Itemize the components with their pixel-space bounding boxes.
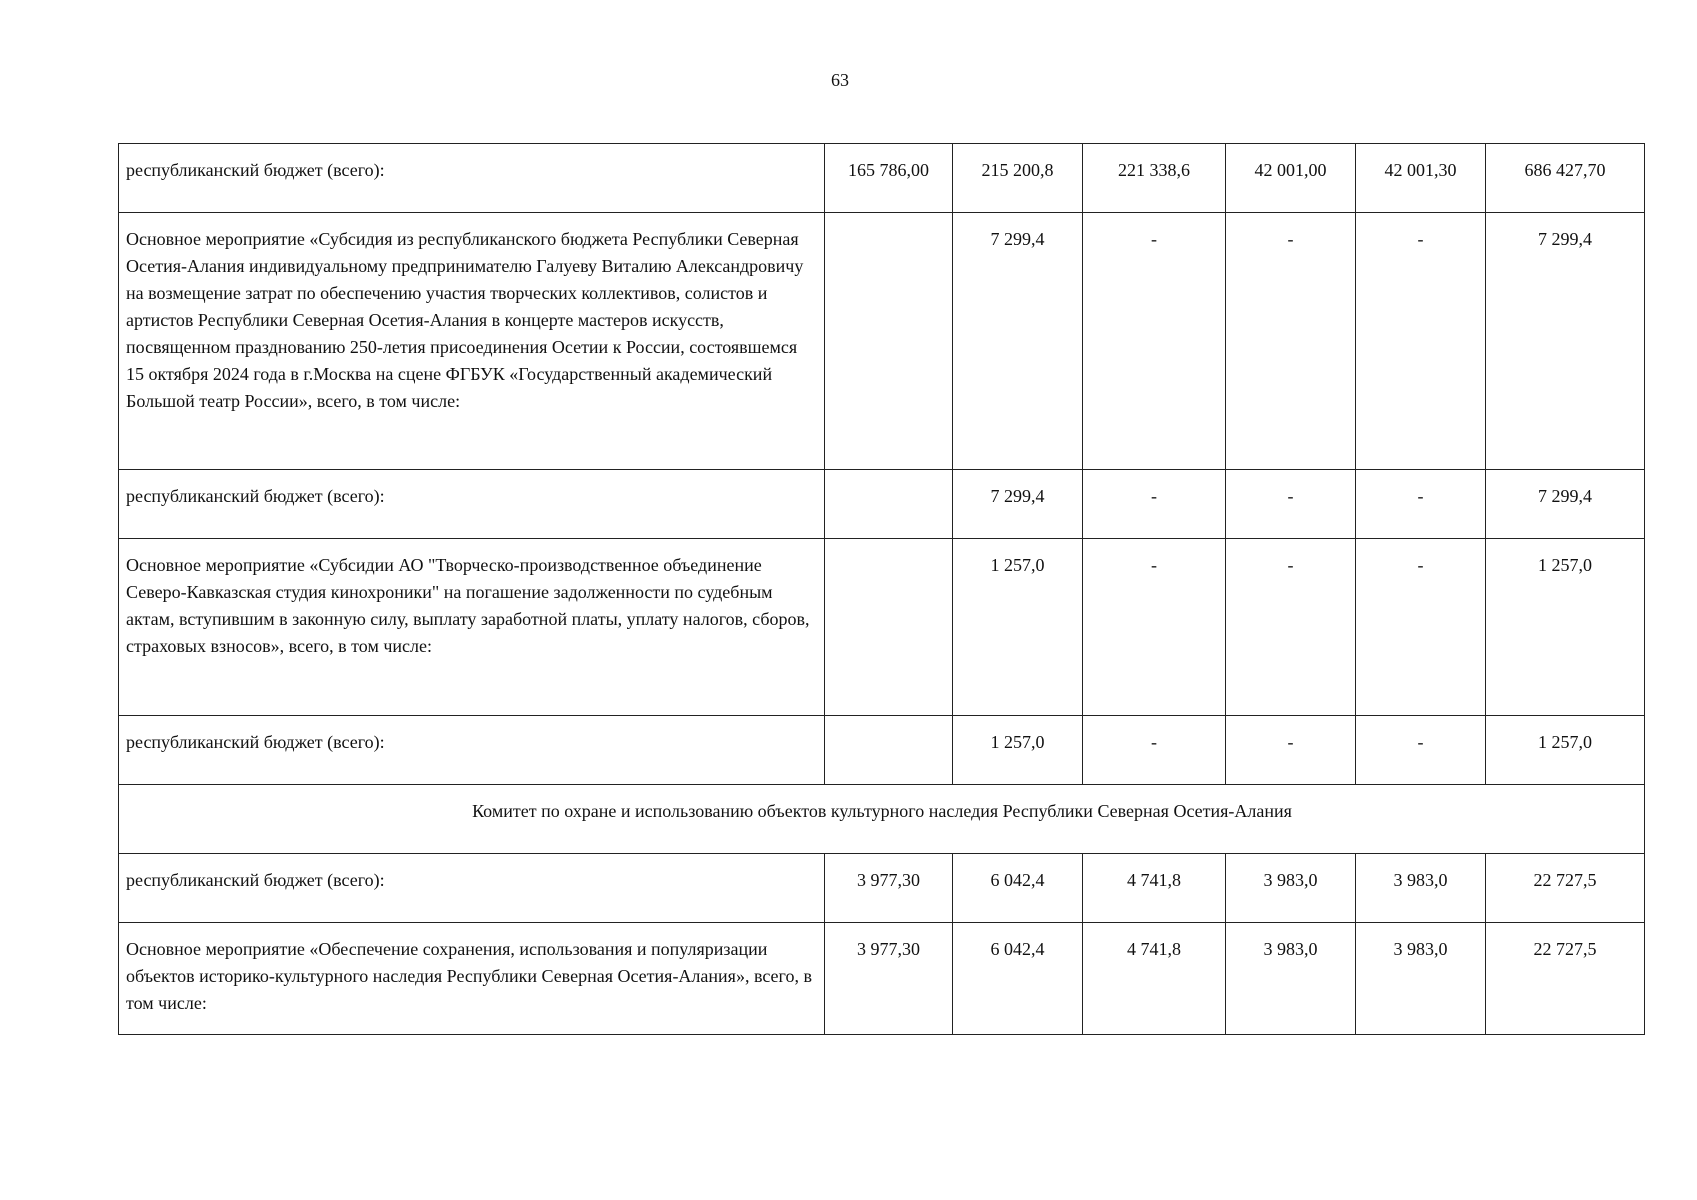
total-cell: 22 727,5 bbox=[1486, 923, 1645, 1035]
total-cell: 1 257,0 bbox=[1486, 539, 1645, 716]
section-heading: Комитет по охране и использованию объектов культурного наследия Республики Северная Осетия-Алания bbox=[119, 785, 1645, 854]
value-cell: - bbox=[1226, 213, 1356, 470]
table-row bbox=[119, 213, 1645, 470]
value-cell: - bbox=[1083, 470, 1226, 539]
value-cell: 1 257,0 bbox=[953, 539, 1083, 716]
value-cell: - bbox=[1356, 470, 1486, 539]
row-label: республиканский бюджет (всего): bbox=[119, 144, 825, 213]
value-cell: 42 001,30 bbox=[1356, 144, 1486, 213]
value-cell bbox=[825, 470, 953, 539]
table-row bbox=[119, 716, 1645, 785]
value-cell: 4 741,8 bbox=[1083, 854, 1226, 923]
total-cell: 7 299,4 bbox=[1486, 213, 1645, 470]
total-cell: 686 427,70 bbox=[1486, 144, 1645, 213]
value-cell: 6 042,4 bbox=[953, 923, 1083, 1035]
value-cell bbox=[825, 716, 953, 785]
value-cell: 3 983,0 bbox=[1356, 854, 1486, 923]
table-row bbox=[119, 470, 1645, 539]
value-cell: - bbox=[1226, 716, 1356, 785]
value-cell: - bbox=[1356, 539, 1486, 716]
value-cell: 42 001,00 bbox=[1226, 144, 1356, 213]
table-row bbox=[119, 144, 1645, 213]
table-row bbox=[119, 923, 1645, 1035]
value-cell: 7 299,4 bbox=[953, 213, 1083, 470]
value-cell: - bbox=[1356, 213, 1486, 470]
section-row bbox=[119, 785, 1645, 854]
value-cell: - bbox=[1226, 470, 1356, 539]
total-cell: 1 257,0 bbox=[1486, 716, 1645, 785]
value-cell: 4 741,8 bbox=[1083, 923, 1226, 1035]
value-cell: - bbox=[1226, 539, 1356, 716]
value-cell: 3 977,30 bbox=[825, 854, 953, 923]
value-cell: 6 042,4 bbox=[953, 854, 1083, 923]
value-cell bbox=[825, 539, 953, 716]
total-cell: 7 299,4 bbox=[1486, 470, 1645, 539]
row-label: Основное мероприятие «Субсидии АО "Творческо-производственное объединение Северо-Кавказская студия кинохроники" на погашение задолженности по судебным актам, вступившим в законную силу, выплату заработной платы, уплату налогов, сборов, страховых взносов», всего, в том числе: bbox=[119, 539, 825, 716]
row-label: республиканский бюджет (всего): bbox=[119, 716, 825, 785]
total-cell: 22 727,5 bbox=[1486, 854, 1645, 923]
value-cell bbox=[825, 213, 953, 470]
table-row bbox=[119, 854, 1645, 923]
value-cell: 3 983,0 bbox=[1226, 854, 1356, 923]
value-cell: - bbox=[1083, 213, 1226, 470]
page-number: 63 bbox=[831, 70, 849, 90]
row-label: Основное мероприятие «Обеспечение сохранения, использования и популяризации объектов историко-культурного наследия Республики Северная Осетия-Алания», всего, в том числе: bbox=[119, 923, 825, 1035]
value-cell: 3 977,30 bbox=[825, 923, 953, 1035]
value-cell: 165 786,00 bbox=[825, 144, 953, 213]
row-label: республиканский бюджет (всего): bbox=[119, 854, 825, 923]
value-cell: - bbox=[1356, 716, 1486, 785]
value-cell: 7 299,4 bbox=[953, 470, 1083, 539]
row-label: республиканский бюджет (всего): bbox=[119, 470, 825, 539]
value-cell: - bbox=[1083, 539, 1226, 716]
budget-table bbox=[118, 143, 1645, 1035]
row-label: Основное мероприятие «Субсидия из республиканского бюджета Республики Северная Осетия-Алания индивидуальному предпринимателю Галуеву Виталию Александровичу на возмещение затрат по обеспечению участия творческих коллективов, солистов и артистов Республики Северная Осетия-Алания в концерте мастеров искусств, посвященном празднованию 250-летия присоединения Осетии к России, состоявшемся 15 октября 2024 года в г.Москва на сцене ФГБУК «Государственный академический Большой театр России», всего, в том числе: bbox=[119, 213, 825, 470]
value-cell: 221 338,6 bbox=[1083, 144, 1226, 213]
value-cell: 215 200,8 bbox=[953, 144, 1083, 213]
value-cell: - bbox=[1083, 716, 1226, 785]
value-cell: 3 983,0 bbox=[1226, 923, 1356, 1035]
table-row bbox=[119, 539, 1645, 716]
value-cell: 3 983,0 bbox=[1356, 923, 1486, 1035]
value-cell: 1 257,0 bbox=[953, 716, 1083, 785]
